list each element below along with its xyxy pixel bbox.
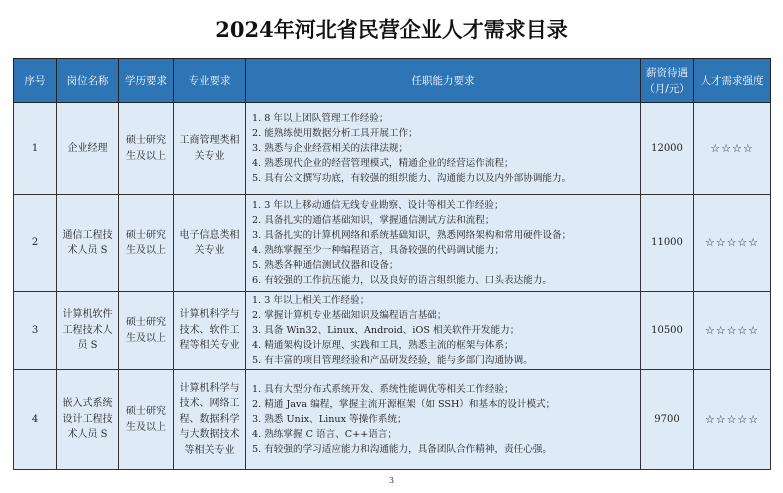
table-row bbox=[14, 370, 771, 470]
header-education: 学历要求 bbox=[119, 59, 174, 103]
requirement-item: 3. 具备 Win32、Linux、Android、iOS 相关软件开发能力； bbox=[252, 325, 520, 336]
ability-requirements bbox=[246, 195, 641, 292]
education-requirement: 硕士研究生及以上 bbox=[119, 195, 174, 292]
requirement-item: 3. 熟悉 Unix、Linux 等操作系统； bbox=[252, 414, 407, 425]
page-title: 2024年河北省民营企业人才需求目录 bbox=[215, 17, 568, 42]
header-salary: 薪资待遇（月/元） bbox=[641, 59, 694, 103]
requirement-item: 4. 熟悉现代企业的经营管理模式，精通企业的经营运作流程； bbox=[252, 158, 514, 169]
requirement-item: 2. 具备扎实的通信基础知识，掌握通信测试方法和流程； bbox=[252, 215, 495, 226]
requirement-item: 1. 具有大型分布式系统开发、系统性能调优等相关工作经验； bbox=[252, 384, 514, 395]
ability-requirements bbox=[246, 292, 641, 370]
requirement-item: 2. 精通 Java 编程，掌握主流开源框架（如 SSH）和基本的设计模式； bbox=[252, 399, 556, 410]
row-number: 2 bbox=[14, 195, 57, 292]
header-position: 岗位名称 bbox=[57, 59, 119, 103]
position-name: 嵌入式系统设计工程技术人员 S bbox=[57, 370, 119, 470]
row-number: 4 bbox=[14, 370, 57, 470]
header-requirements: 任职能力要求 bbox=[246, 59, 641, 103]
requirement-item: 1. 3 年以上移动通信无线专业勘察、设计等相关工作经验； bbox=[252, 200, 504, 211]
demand-stars: ☆☆☆☆☆ bbox=[694, 292, 771, 370]
demand-stars: ☆☆☆☆☆ bbox=[694, 195, 771, 292]
education-requirement: 硕士研究生及以上 bbox=[119, 370, 174, 470]
requirement-item: 1. 8 年以上团队管理工作经验； bbox=[252, 113, 389, 124]
position-name: 企业经理 bbox=[57, 103, 119, 195]
requirement-item: 4. 精通架构设计原理、实践和工具，熟悉主流的框架与体系； bbox=[252, 340, 514, 351]
requirement-item: 5. 具有公文撰写功底，有较强的组织能力、沟通能力以及内外部协调能力。 bbox=[252, 173, 572, 184]
requirement-item: 2. 能熟练使用数据分析工具开展工作； bbox=[252, 128, 418, 139]
requirement-item: 6. 有较强的工作抗压能力，以及良好的语言组织能力、口头表达能力。 bbox=[252, 275, 553, 286]
salary: 10500 bbox=[641, 292, 694, 370]
requirement-item: 3. 具备扎实的计算机网络和系统基础知识，熟悉网络架构和常用硬件设备； bbox=[252, 230, 572, 241]
requirement-item: 5. 熟悉各种通信测试仪器和设备； bbox=[252, 260, 399, 271]
talent-demand-table bbox=[13, 58, 771, 470]
salary: 11000 bbox=[641, 195, 694, 292]
requirement-item: 3. 熟悉与企业经营相关的法律法规； bbox=[252, 143, 409, 154]
table-wrapper bbox=[13, 58, 770, 486]
ability-requirements bbox=[246, 370, 641, 470]
requirement-item: 5. 有较强的学习适应能力和沟通能力，具备团队合作精神，责任心强。 bbox=[252, 444, 553, 455]
demand-stars: ☆☆☆☆☆ bbox=[694, 370, 771, 470]
table-row bbox=[14, 103, 771, 195]
salary: 9700 bbox=[641, 370, 694, 470]
page-number: 3 bbox=[388, 476, 395, 485]
row-number: 1 bbox=[14, 103, 57, 195]
requirement-item: 2. 掌握计算机专业基础知识及编程语言基础； bbox=[252, 310, 447, 321]
requirement-item: 4. 熟练掌握 C 语言、C++语言； bbox=[252, 429, 397, 440]
major-requirement: 电子信息类相关专业 bbox=[174, 195, 246, 292]
table-row bbox=[14, 195, 771, 292]
demand-stars: ☆☆☆☆ bbox=[694, 103, 771, 195]
table-row bbox=[14, 292, 771, 370]
requirement-item: 5. 有丰富的项目管理经验和产品研发经验，能与多部门沟通协调。 bbox=[252, 355, 533, 366]
table-header-row bbox=[14, 59, 771, 103]
major-requirement: 计算机科学与技术、网络工程、数据科学与大数据技术等相关专业 bbox=[174, 370, 246, 470]
header-no: 序号 bbox=[14, 59, 57, 103]
education-requirement: 硕士研究生及以上 bbox=[119, 292, 174, 370]
major-requirement: 计算机科学与技术、软件工程等相关专业 bbox=[174, 292, 246, 370]
position-name: 计算机软件工程技术人员 S bbox=[57, 292, 119, 370]
salary: 12000 bbox=[641, 103, 694, 195]
header-demand: 人才需求强度 bbox=[694, 59, 771, 103]
requirement-item: 4. 熟练掌握至少一种编程语言，具备较强的代码调试能力； bbox=[252, 245, 505, 256]
major-requirement: 工商管理类相关专业 bbox=[174, 103, 246, 195]
row-number: 3 bbox=[14, 292, 57, 370]
ability-requirements bbox=[246, 103, 641, 195]
header-major: 专业要求 bbox=[174, 59, 246, 103]
education-requirement: 硕士研究生及以上 bbox=[119, 103, 174, 195]
position-name: 通信工程技术人员 S bbox=[57, 195, 119, 292]
requirement-item: 1. 3 年以上相关工作经验； bbox=[252, 295, 370, 306]
